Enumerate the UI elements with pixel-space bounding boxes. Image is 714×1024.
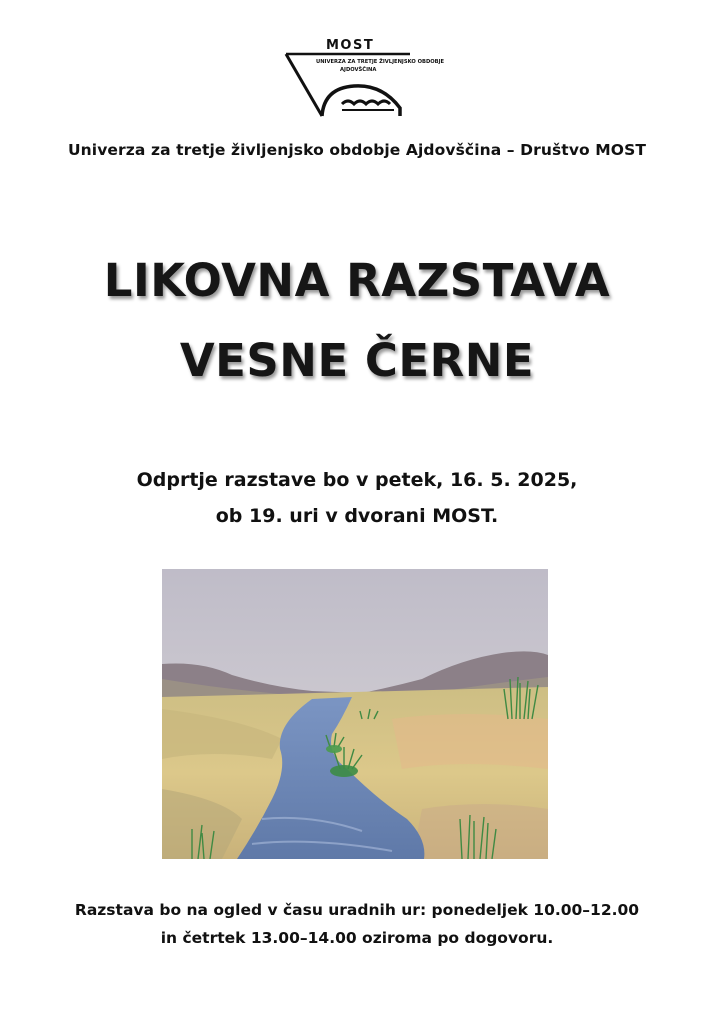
logo-wordmark: MOST	[326, 38, 375, 53]
title-line-1: LIKOVNA RAZSTAVA	[103, 254, 611, 307]
visiting-hours-line-2: in četrtek 13.00–14.00 oziroma po dogovoru.	[160, 929, 554, 947]
title-line-2: VESNE ČERNE	[179, 334, 535, 387]
logo-subtitle-line1: UNIVERZA ZA TRETJE ŽIVLJENJSKO OBDOBJE	[316, 59, 445, 65]
logo-subtitle-line2: AJDOVŠČINA	[340, 67, 377, 73]
organization-name: Univerza za tretje življenjsko obdobje Ajdovščina – Društvo MOST	[67, 141, 647, 159]
landscape-painting	[162, 569, 548, 859]
most-logo	[282, 38, 445, 128]
opening-line-1: Odprtje razstave bo v petek, 16. 5. 2025,	[136, 469, 578, 491]
visiting-hours-line-1: Razstava bo na ogled v času uradnih ur: ponedeljek 10.00–12.00	[74, 901, 640, 919]
opening-line-2: ob 19. uri v dvorani MOST.	[215, 505, 499, 527]
